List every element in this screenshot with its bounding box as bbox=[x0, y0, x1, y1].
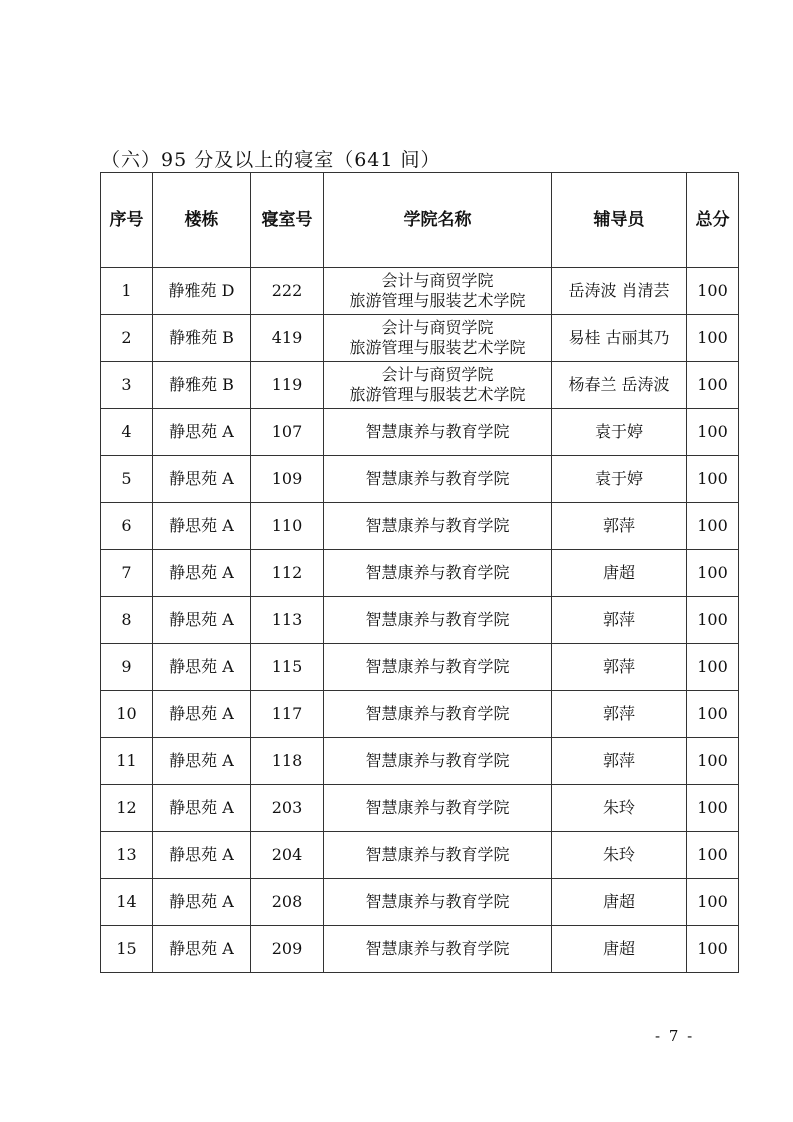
cell-counselor: 郭萍 bbox=[552, 691, 687, 738]
cell-total-score: 100 bbox=[687, 738, 739, 785]
cell-total-score: 100 bbox=[687, 362, 739, 409]
cell-building: 静思苑 A bbox=[153, 503, 251, 550]
table-row bbox=[101, 644, 739, 691]
college-name-line: 智慧康养与教育学院 bbox=[365, 798, 510, 817]
cell-serial-number: 14 bbox=[101, 879, 153, 926]
cell-counselor: 唐超 bbox=[552, 879, 687, 926]
college-name-line: 会计与商贸学院 bbox=[381, 365, 494, 384]
cell-serial-number: 10 bbox=[101, 691, 153, 738]
college-name-line: 旅游管理与服装艺术学院 bbox=[349, 385, 526, 404]
cell-building: 静雅苑 B bbox=[153, 315, 251, 362]
cell-serial-number: 13 bbox=[101, 832, 153, 879]
cell-college-name bbox=[324, 597, 552, 644]
cell-total-score: 100 bbox=[687, 926, 739, 973]
cell-college-name bbox=[324, 362, 552, 409]
cell-counselor: 唐超 bbox=[552, 926, 687, 973]
college-name-line: 智慧康养与教育学院 bbox=[365, 751, 510, 770]
header-room-number: 寝室号 bbox=[251, 173, 324, 268]
cell-serial-number: 15 bbox=[101, 926, 153, 973]
cell-serial-number: 9 bbox=[101, 644, 153, 691]
table-row bbox=[101, 550, 739, 597]
cell-total-score: 100 bbox=[687, 785, 739, 832]
cell-college-name bbox=[324, 550, 552, 597]
cell-college-name bbox=[324, 691, 552, 738]
table-row bbox=[101, 691, 739, 738]
cell-counselor: 郭萍 bbox=[552, 738, 687, 785]
cell-college-name bbox=[324, 879, 552, 926]
cell-total-score: 100 bbox=[687, 456, 739, 503]
table-row bbox=[101, 738, 739, 785]
cell-room-number: 222 bbox=[251, 268, 324, 315]
cell-college-name bbox=[324, 315, 552, 362]
cell-room-number: 118 bbox=[251, 738, 324, 785]
cell-college-name bbox=[324, 738, 552, 785]
cell-room-number: 113 bbox=[251, 597, 324, 644]
section-title: （六）95 分及以上的寝室（641 间） bbox=[101, 149, 441, 171]
cell-serial-number: 6 bbox=[101, 503, 153, 550]
cell-college-name bbox=[324, 503, 552, 550]
cell-counselor: 郭萍 bbox=[552, 597, 687, 644]
cell-counselor: 朱玲 bbox=[552, 832, 687, 879]
table-row bbox=[101, 926, 739, 973]
college-name-line: 会计与商贸学院 bbox=[381, 318, 494, 337]
cell-building: 静雅苑 D bbox=[153, 268, 251, 315]
cell-total-score: 100 bbox=[687, 597, 739, 644]
table-row bbox=[101, 315, 739, 362]
cell-counselor: 袁于婷 bbox=[552, 409, 687, 456]
cell-total-score: 100 bbox=[687, 691, 739, 738]
cell-total-score: 100 bbox=[687, 409, 739, 456]
table-body bbox=[101, 268, 739, 973]
cell-room-number: 204 bbox=[251, 832, 324, 879]
cell-total-score: 100 bbox=[687, 503, 739, 550]
cell-room-number: 203 bbox=[251, 785, 324, 832]
header-building: 楼栋 bbox=[153, 173, 251, 268]
cell-building: 静思苑 A bbox=[153, 785, 251, 832]
college-name-line: 旅游管理与服装艺术学院 bbox=[349, 291, 526, 310]
cell-serial-number: 8 bbox=[101, 597, 153, 644]
cell-building: 静雅苑 B bbox=[153, 362, 251, 409]
table-row bbox=[101, 456, 739, 503]
cell-room-number: 208 bbox=[251, 879, 324, 926]
cell-total-score: 100 bbox=[687, 550, 739, 597]
cell-room-number: 109 bbox=[251, 456, 324, 503]
cell-room-number: 115 bbox=[251, 644, 324, 691]
cell-serial-number: 7 bbox=[101, 550, 153, 597]
table-row bbox=[101, 503, 739, 550]
cell-serial-number: 4 bbox=[101, 409, 153, 456]
cell-total-score: 100 bbox=[687, 832, 739, 879]
cell-college-name bbox=[324, 832, 552, 879]
cell-building: 静思苑 A bbox=[153, 456, 251, 503]
cell-serial-number: 11 bbox=[101, 738, 153, 785]
college-name-line: 智慧康养与教育学院 bbox=[365, 563, 510, 582]
college-name-line: 智慧康养与教育学院 bbox=[365, 704, 510, 723]
table-row bbox=[101, 597, 739, 644]
college-name-line: 旅游管理与服装艺术学院 bbox=[349, 338, 526, 357]
cell-serial-number: 2 bbox=[101, 315, 153, 362]
cell-serial-number: 12 bbox=[101, 785, 153, 832]
cell-college-name bbox=[324, 785, 552, 832]
page-number: - 7 - bbox=[655, 1027, 695, 1045]
cell-counselor: 杨春兰 岳涛波 bbox=[552, 362, 687, 409]
table-row bbox=[101, 362, 739, 409]
cell-counselor: 朱玲 bbox=[552, 785, 687, 832]
cell-college-name bbox=[324, 456, 552, 503]
cell-room-number: 117 bbox=[251, 691, 324, 738]
cell-room-number: 112 bbox=[251, 550, 324, 597]
cell-serial-number: 3 bbox=[101, 362, 153, 409]
table-header-row bbox=[101, 173, 739, 268]
cell-total-score: 100 bbox=[687, 644, 739, 691]
cell-building: 静思苑 A bbox=[153, 879, 251, 926]
cell-college-name bbox=[324, 926, 552, 973]
header-serial-number: 序号 bbox=[101, 173, 153, 268]
table-row bbox=[101, 268, 739, 315]
cell-counselor: 易桂 古丽其乃 bbox=[552, 315, 687, 362]
cell-building: 静思苑 A bbox=[153, 926, 251, 973]
cell-room-number: 110 bbox=[251, 503, 324, 550]
cell-counselor: 郭萍 bbox=[552, 644, 687, 691]
college-name-line: 智慧康养与教育学院 bbox=[365, 892, 510, 911]
cell-building: 静思苑 A bbox=[153, 409, 251, 456]
cell-building: 静思苑 A bbox=[153, 738, 251, 785]
cell-building: 静思苑 A bbox=[153, 832, 251, 879]
cell-serial-number: 5 bbox=[101, 456, 153, 503]
college-name-line: 智慧康养与教育学院 bbox=[365, 516, 510, 535]
cell-room-number: 209 bbox=[251, 926, 324, 973]
cell-total-score: 100 bbox=[687, 268, 739, 315]
college-name-line: 智慧康养与教育学院 bbox=[365, 845, 510, 864]
cell-room-number: 119 bbox=[251, 362, 324, 409]
header-counselor: 辅导员 bbox=[552, 173, 687, 268]
cell-room-number: 107 bbox=[251, 409, 324, 456]
cell-counselor: 唐超 bbox=[552, 550, 687, 597]
cell-college-name bbox=[324, 644, 552, 691]
cell-building: 静思苑 A bbox=[153, 597, 251, 644]
college-name-line: 智慧康养与教育学院 bbox=[365, 610, 510, 629]
table-row bbox=[101, 785, 739, 832]
cell-building: 静思苑 A bbox=[153, 691, 251, 738]
college-name-line: 智慧康养与教育学院 bbox=[365, 657, 510, 676]
cell-building: 静思苑 A bbox=[153, 550, 251, 597]
college-name-line: 智慧康养与教育学院 bbox=[365, 422, 510, 441]
cell-counselor: 岳涛波 肖清芸 bbox=[552, 268, 687, 315]
cell-serial-number: 1 bbox=[101, 268, 153, 315]
cell-college-name bbox=[324, 268, 552, 315]
table-row bbox=[101, 409, 739, 456]
header-college-name: 学院名称 bbox=[324, 173, 552, 268]
college-name-line: 会计与商贸学院 bbox=[381, 271, 494, 290]
college-name-line: 智慧康养与教育学院 bbox=[365, 469, 510, 488]
cell-building: 静思苑 A bbox=[153, 644, 251, 691]
cell-total-score: 100 bbox=[687, 315, 739, 362]
cell-counselor: 郭萍 bbox=[552, 503, 687, 550]
college-name-line: 智慧康养与教育学院 bbox=[365, 939, 510, 958]
cell-room-number: 419 bbox=[251, 315, 324, 362]
cell-counselor: 袁于婷 bbox=[552, 456, 687, 503]
header-total-score: 总分 bbox=[687, 173, 739, 268]
table-row bbox=[101, 879, 739, 926]
cell-total-score: 100 bbox=[687, 879, 739, 926]
table-row bbox=[101, 832, 739, 879]
cell-college-name bbox=[324, 409, 552, 456]
dorm-ranking-table bbox=[100, 172, 739, 973]
